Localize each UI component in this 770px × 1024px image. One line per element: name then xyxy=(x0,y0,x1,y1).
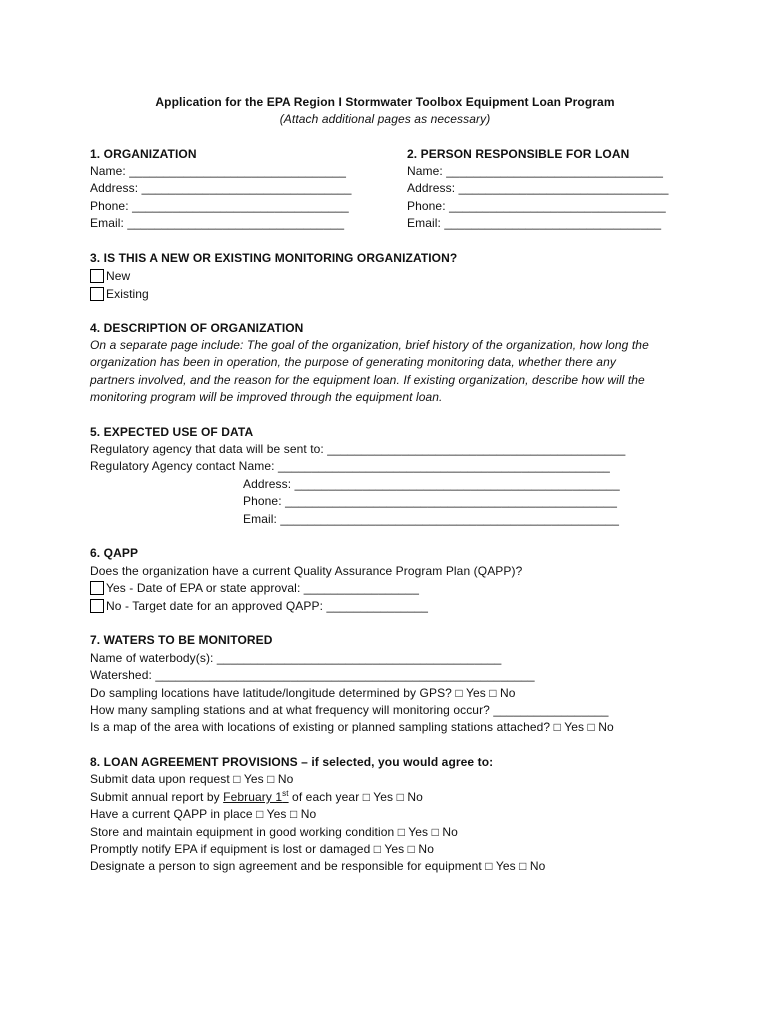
qapp-option-yes[interactable] xyxy=(90,580,419,597)
agency-address-field[interactable]: Address: ________________________________________________ xyxy=(243,477,620,491)
qapp-option-no[interactable] xyxy=(90,598,428,615)
form-title: Application for the EPA Region I Stormwater Toolbox Equipment Loan Program xyxy=(155,95,615,109)
person-email-field[interactable]: Email: ________________________________ xyxy=(407,216,662,230)
person-phone-field[interactable]: Phone: ________________________________ xyxy=(407,199,666,213)
option-new[interactable] xyxy=(90,268,130,285)
section-7-heading: 7. WATERS TO BE MONITORED xyxy=(90,633,273,647)
regulatory-agency-field[interactable]: Regulatory agency that data will be sent to: ____________________________________________ xyxy=(90,442,626,456)
checkbox-existing[interactable] xyxy=(90,287,104,301)
provision-annual-report[interactable] xyxy=(90,789,423,806)
annual-report-text: Submit annual report by xyxy=(90,790,224,804)
description-line: monitoring program will be improved through the equipment loan. xyxy=(90,390,443,404)
gps-question[interactable]: Do sampling locations have latitude/longitude determined by GPS? □ Yes □ No xyxy=(90,686,516,700)
section-8-heading: 8. LOAN AGREEMENT PROVISIONS – if selected, you would agree to: xyxy=(90,755,494,769)
org-address-field[interactable]: Address: _______________________________ xyxy=(90,181,352,195)
provision-store-equipment[interactable]: Store and maintain equipment in good working condition □ Yes □ No xyxy=(90,825,458,839)
stations-field[interactable]: How many sampling stations and at what frequency will monitoring occur? _________________ xyxy=(90,703,609,717)
provision-submit-data[interactable]: Submit data upon request □ Yes □ No xyxy=(90,772,294,786)
option-existing-label: Existing xyxy=(106,287,149,301)
org-phone-field[interactable]: Phone: ________________________________ xyxy=(90,199,349,213)
checkbox-qapp-no[interactable] xyxy=(90,599,104,613)
map-question[interactable]: Is a map of the area with locations of existing or planned sampling stations attached? □ Yes □ No xyxy=(90,720,614,734)
qapp-yes-label: Yes - Date of EPA or state approval: _________________ xyxy=(106,581,419,595)
person-name-field[interactable]: Name: ________________________________ xyxy=(407,164,664,178)
watershed-field[interactable]: Watershed: ________________________________________________________ xyxy=(90,668,535,682)
provision-current-qapp[interactable]: Have a current QAPP in place □ Yes □ No xyxy=(90,807,317,821)
provision-designate-person[interactable]: Designate a person to sign agreement and be responsible for equipment □ Yes □ No xyxy=(90,859,546,873)
section-6-heading: 6. QAPP xyxy=(90,546,139,560)
agency-contact-name-field[interactable]: Regulatory Agency contact Name: _________________________________________________ xyxy=(90,459,610,473)
checkbox-new[interactable] xyxy=(90,269,104,283)
section-2-heading: 2. PERSON RESPONSIBLE FOR LOAN xyxy=(407,147,630,161)
checkbox-qapp-yes[interactable] xyxy=(90,581,104,595)
section-3-heading: 3. IS THIS A NEW OR EXISTING MONITORING ORGANIZATION? xyxy=(90,251,458,265)
org-email-field[interactable]: Email: ________________________________ xyxy=(90,216,345,230)
section-1-heading: 1. ORGANIZATION xyxy=(90,147,197,161)
org-name-field[interactable]: Name: ________________________________ xyxy=(90,164,347,178)
qapp-no-label: No - Target date for an approved QAPP: _______________ xyxy=(106,599,429,613)
agency-phone-field[interactable]: Phone: _________________________________________________ xyxy=(243,494,617,508)
description-line: partners involved, and the reason for the equipment loan. If existing organization, describe how will the xyxy=(90,373,645,387)
option-existing[interactable] xyxy=(90,286,149,303)
agency-email-field[interactable]: Email: __________________________________________________ xyxy=(243,512,620,526)
form-subtitle: (Attach additional pages as necessary) xyxy=(279,112,491,126)
description-line: organization has been in operation, the purpose of generating monitoring data, whether there any xyxy=(90,355,616,369)
section-5-heading: 5. EXPECTED USE OF DATA xyxy=(90,425,254,439)
provision-notify-epa[interactable]: Promptly notify EPA if equipment is lost or damaged □ Yes □ No xyxy=(90,842,434,856)
description-line: On a separate page include: The goal of the organization, brief history of the organization, how long the xyxy=(90,338,649,352)
section-4-heading: 4. DESCRIPTION OF ORGANIZATION xyxy=(90,321,304,335)
qapp-question: Does the organization have a current Quality Assurance Program Plan (QAPP)? xyxy=(90,564,523,578)
option-new-label: New xyxy=(106,269,131,283)
annual-report-date: February 1st xyxy=(223,789,289,804)
annual-report-options: of each year □ Yes □ No xyxy=(288,790,423,804)
waterbody-field[interactable]: Name of waterbody(s): __________________________________________ xyxy=(90,651,502,665)
person-address-field[interactable]: Address: _______________________________ xyxy=(407,181,669,195)
